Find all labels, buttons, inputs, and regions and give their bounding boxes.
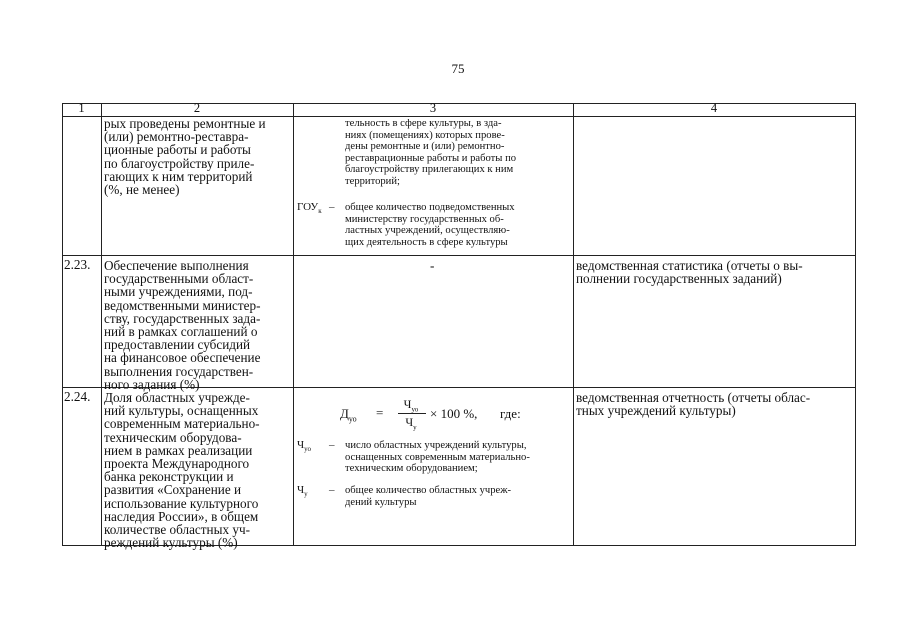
row-223-indicator: Обеспечение выполнения государственными област- ными учреждениями, под- ведомственными министер- ству, государственных зада- ний в рамках соглашений о предоставлении субсидий на финансовое обеспечение выполнения государствен- ного задания (%) [104,258,261,392]
row-224-indicator: Доля областных учрежде- ний культуры, оснащенных современным материально- техническим оборудова- нием в рамках реализации проекта Международного банка реконструкции и развития «Сохранение и использование культурного наследия России», в общем количестве областных уч- реждений культуры (%) [104,390,260,551]
dash: – [329,201,335,213]
row-number: 2.23. [64,257,91,272]
column-border [101,103,102,546]
column-border [855,103,856,546]
chuo-symbol: $Ч_{уо}$ [297,439,311,454]
row-divider [62,255,856,256]
dash: – [329,439,335,451]
row-cont-indicator: рых проведены ремонтные и (или) ремонтно-реставра- ционные работы и работы по благоустройству приле- гающих к ним территорий (%, не менее) [104,116,266,198]
formula-equals: = [376,405,384,420]
formula-numerator: $Ч_{уо}$ [403,397,419,414]
row-cont-method-text: тельность в сфере культуры, в зда- ниях (помещениях) которых прове- дены ремонтные и (или) ремонтно- реставрационные работы и работы по благоустройству прилегающих к ним территорий; [345,118,517,187]
row-number: 2.24. [64,389,91,404]
header-col-2: 2 [193,101,201,115]
chu-definition: общее количество областных учреж- дений культуры [345,485,512,508]
row-223-source: ведомственная статистика (отчеты о вы- полнении государственных заданий) [576,258,803,287]
formula-lhs: $Д_{уо}$ [340,406,357,424]
column-border [62,103,63,546]
chuo-definition: число областных учреждений культуры, оснащенных современным материально- техническим оборудованием; [345,440,530,475]
fraction-bar [398,413,426,414]
chu-symbol: $Ч_у$ [297,484,308,499]
gou-symbol: $ГОУ_к$ [297,201,322,216]
formula-tail: × 100 %, [430,406,478,421]
page-number: 75 [451,61,465,76]
row-223-method: - [430,258,435,273]
column-border [293,103,294,546]
column-border [573,103,574,546]
header-col-1: 1 [78,101,85,115]
formula-denominator: $Ч_у$ [405,415,417,432]
dash: – [329,484,335,496]
row-224-source: ведомственная отчетность (отчеты облас- тных учреждений культуры) [576,390,811,419]
header-col-4: 4 [710,101,718,115]
gou-definition: общее количество подведомственных министерству государственных об- ластных учреждений, осуществляю- щих деятельность в сфере культуры [345,202,515,248]
header-col-3: 3 [429,101,437,115]
formula-where: где: [500,406,521,421]
